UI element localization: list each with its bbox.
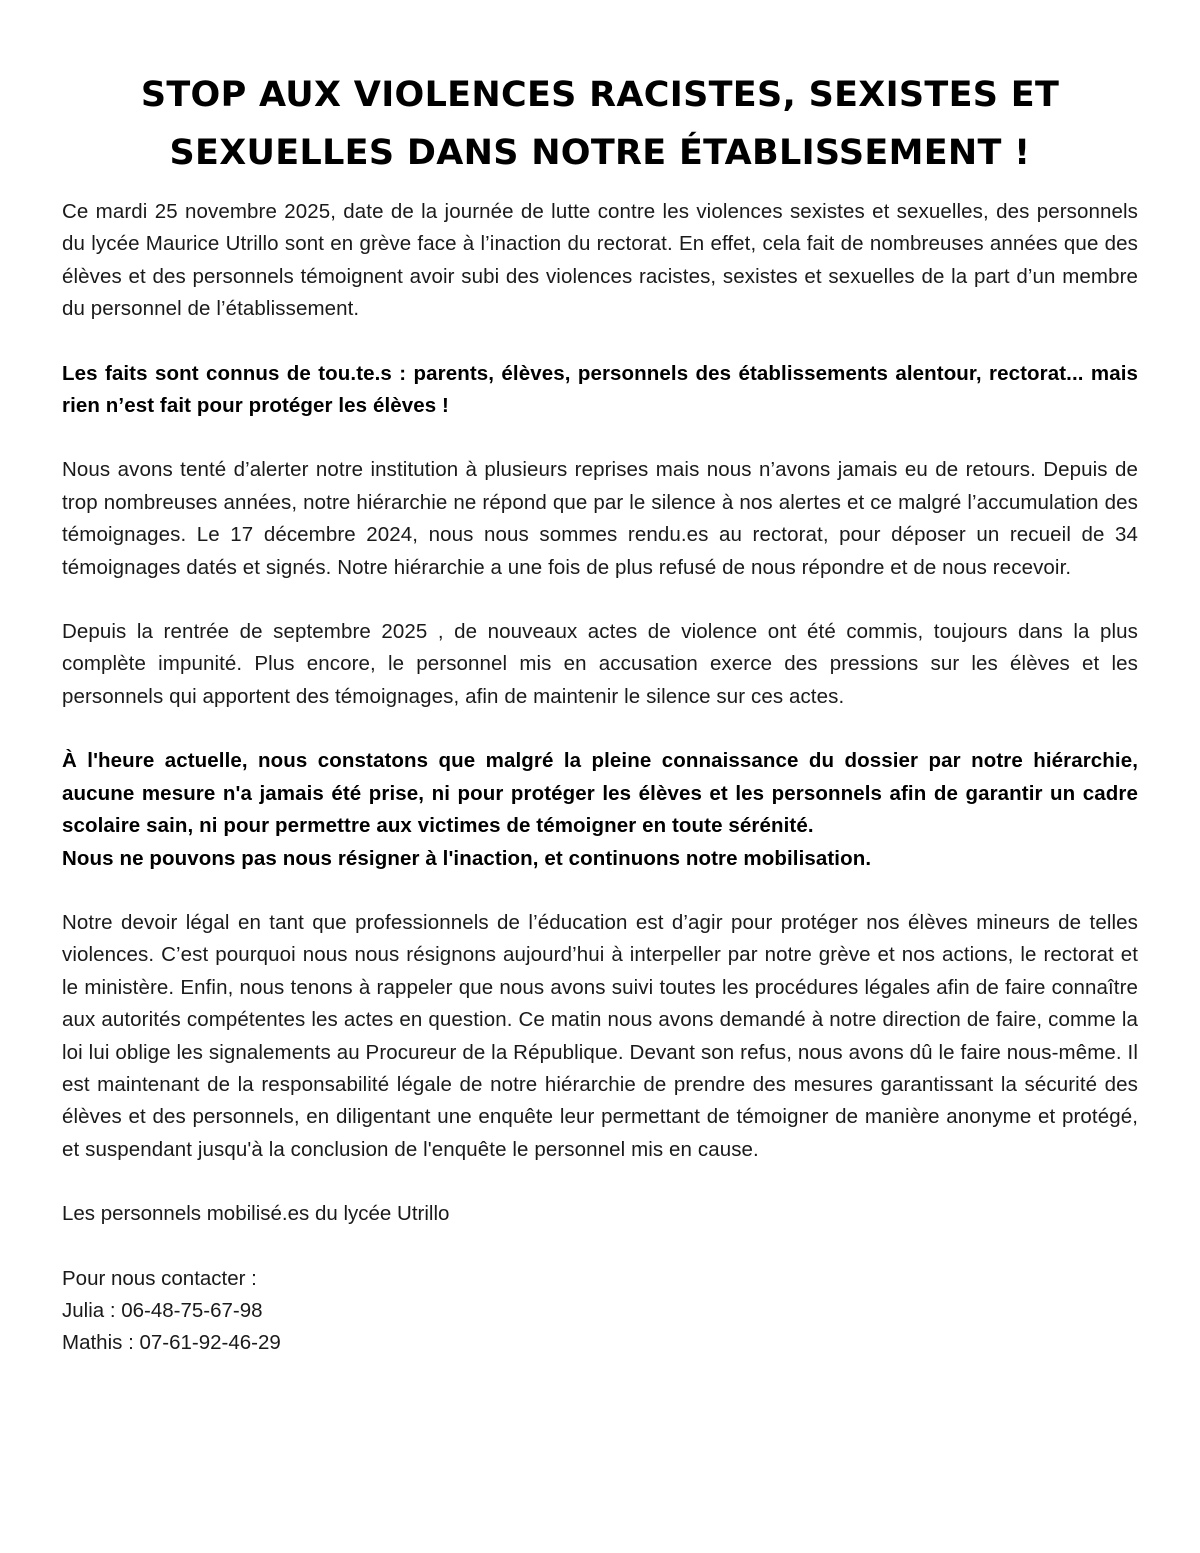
spacer bbox=[62, 1231, 1138, 1263]
paragraph-legal-duty: Notre devoir légal en tant que professionnels de l’éducation est d’agir pour protéger nos élèves mineurs de telles violences. C’est pourquoi nous nous résignons aujourd’hui à interpeller par notre grève et nos actions, le rectorat et le ministère. Enfin, nous tenons à rappeler que nous avons suivi toutes les procédures légales afin de faire connaître aux autorités compétentes les actes en question. Ce matin nous avons demandé à notre direction de faire, comme la loi lui oblige les signalements au Procureur de la République. Devant son refus, nous avons dû le faire nous-même. Il est maintenant de la responsabilité légale de notre hiérarchie de prendre des mesures garantissant la sécurité des élèves et des personnels, en diligentant une enquête leur permettant de témoigner de manière anonyme et protégé, et suspendant jusqu'à la conclusion de l'enquête le personnel mis en cause. bbox=[62, 910, 1138, 1161]
mobilisation-statement: Nous ne pouvons pas nous résigner à l'inaction, et continuons notre mobilisation. bbox=[62, 846, 872, 870]
contact-julia: Julia : 06-48-75-67-98 bbox=[62, 1298, 263, 1322]
title-line-2: SEXUELLES DANS NOTRE ÉTABLISSEMENT ! bbox=[169, 133, 1031, 173]
paragraph-new-acts: Depuis la rentrée de septembre 2025 , de nouveaux actes de violence ont été commis, toujours dans la plus complète impunité. Plus encore, le personnel mis en accusation exerce des pressions sur les élèves et les personnels qui apportent des témoignages, afin de maintenir le silence sur ces actes. bbox=[62, 620, 1138, 708]
contact-mathis: Mathis : 07-61-92-46-29 bbox=[62, 1331, 281, 1355]
document-title bbox=[62, 66, 1138, 182]
current-situation-text: À l'heure actuelle, nous constatons que malgré la pleine connaissance du dossier par notre hiérarchie, aucune mesure n'a jamais été prise, ni pour protéger les élèves et les personnels afin de garantir un cadre scolaire sain, ni pour permettre aux victimes de témoigner en toute sérénité. bbox=[62, 749, 1138, 838]
contact-block bbox=[62, 1263, 1138, 1360]
signature: Les personnels mobilisé.es du lycée Utrillo bbox=[62, 1202, 450, 1226]
contact-heading: Pour nous contacter : bbox=[62, 1266, 257, 1290]
paragraph-current-situation bbox=[62, 745, 1138, 875]
paragraph-facts-known: Les faits sont connus de tou.te.s : parents, élèves, personnels des établissements alentour, rectorat... mais rien n’est fait pour protéger les élèves ! bbox=[62, 361, 1138, 418]
paragraph-intro: Ce mardi 25 novembre 2025, date de la journée de lutte contre les violences sexistes et sexuelles, des personnels du lycée Maurice Utrillo sont en grève face à l’inaction du rectorat. En effet, cela fait de nombreuses années que des élèves et des personnels témoignent avoir subi des violences racistes, sexistes et sexuelles de la part d’un membre du personnel de l’établissement. bbox=[62, 200, 1138, 321]
document-page bbox=[62, 66, 1138, 1360]
paragraph-alerts: Nous avons tenté d’alerter notre institution à plusieurs reprises mais nous n’avons jamais eu de retours. Depuis de trop nombreuses années, notre hiérarchie ne répond que par le silence à nos alertes et ce malgré l’accumulation des témoignages. Le 17 décembre 2024, nous nous sommes rendu.es au rectorat, pour déposer un recueil de 34 témoignages datés et signés. Notre hiérarchie a une fois de plus refusé de nous répondre et de nous recevoir. bbox=[62, 458, 1138, 579]
title-line-1: STOP AUX VIOLENCES RACISTES, SEXISTES ET bbox=[140, 75, 1060, 115]
